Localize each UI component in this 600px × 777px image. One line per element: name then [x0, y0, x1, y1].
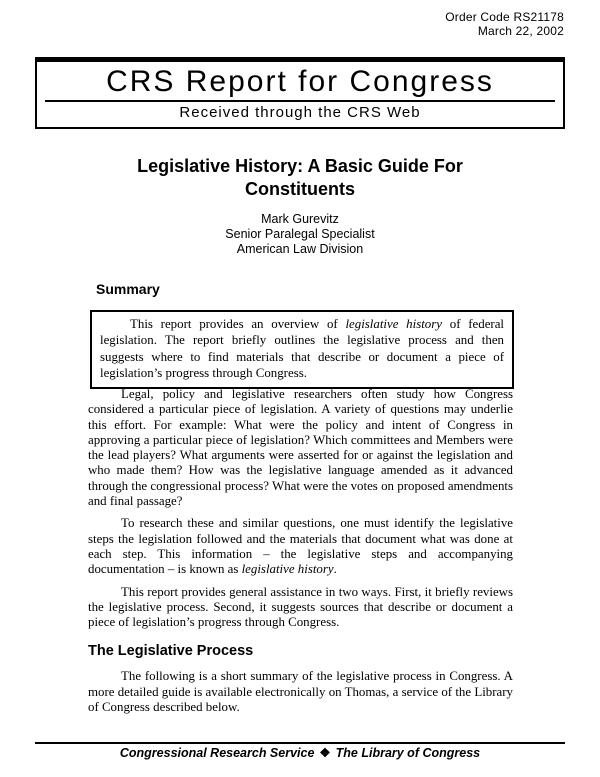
paragraph-1: Legal, policy and legislative researchers often study how Congress considered a particular piece of legislation. A variety of questions may underlie this effort. For example: What were the policy and intent of Congress in approving a particular piece of legislation? Which committees and Members were the lead players? What arguments were asserted for or against the legislation and who made them? How was the legislative language amended as it advanced through the congressional process? What were the votes on proposed amendments and final passage?	[88, 387, 513, 509]
diamond-icon: ❖	[319, 746, 331, 760]
text-segment: This report provides an overview of	[130, 317, 346, 331]
summary-paragraph	[100, 316, 504, 381]
author-block	[0, 212, 600, 257]
footer-divider	[35, 742, 565, 744]
italic-term: legislative history	[241, 562, 334, 577]
crs-banner-box	[35, 57, 565, 129]
footer-crs-label: Congressional Research Service	[119, 746, 315, 760]
report-body	[88, 387, 513, 722]
section-heading-legislative-process: The Legislative Process	[88, 643, 254, 660]
italic-term: legislative history	[345, 317, 442, 331]
text-segment: of federal legislation. The report briefly outlines the legislative process and then suggests where to find materials that describe or document a piece of legislation’s progress through Congress.	[100, 317, 505, 380]
paragraph-3: This report provides general assistance in two ways. First, it briefly reviews the legislative process. Second, it suggests sources that describe or document a piece of legislation’s progress through Congress.	[88, 584, 513, 630]
order-code: Order Code RS21178	[445, 10, 564, 24]
text-segment: .	[333, 562, 337, 577]
author-name: Mark Gurevitz	[261, 212, 339, 226]
summary-box	[90, 310, 514, 389]
text-segment: To research these and similar questions, one must identify the legislative steps the legislation followed and the materials that document what was done at each step. This information – the legislative steps and accompanying documentation – is known as	[88, 516, 513, 577]
paragraph-2	[88, 516, 513, 577]
banner-subtitle: Received through the CRS Web	[179, 104, 421, 121]
author-role: Senior Paralegal Specialist	[225, 227, 375, 241]
footer	[0, 745, 600, 760]
document-meta	[445, 11, 564, 38]
report-title: Legislative History: A Basic Guide For Constituents	[137, 156, 463, 199]
banner-divider	[45, 100, 555, 102]
paragraph-4: The following is a short summary of the legislative process in Congress. A more detailed guide is available electronically on Thomas, a service of the Library of Congress described below.	[88, 669, 513, 715]
author-division: American Law Division	[236, 242, 364, 256]
footer-loc-label: The Library of Congress	[335, 746, 481, 760]
summary-heading: Summary	[96, 281, 160, 297]
banner-title: CRS Report for Congress	[106, 65, 494, 98]
document-date: March 22, 2002	[477, 23, 564, 38]
